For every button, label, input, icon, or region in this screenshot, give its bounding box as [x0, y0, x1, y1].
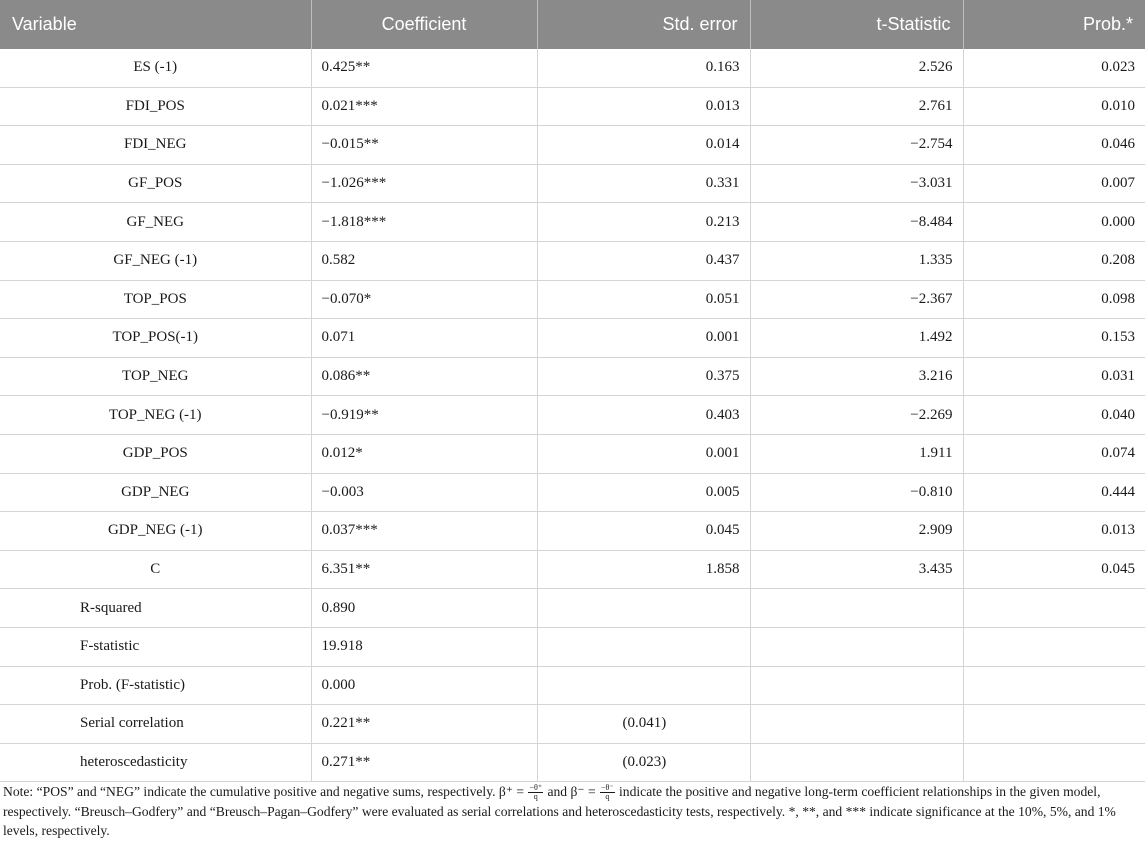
variable-cell: ES (-1): [0, 49, 311, 87]
table-row: [0, 203, 1145, 242]
header-prob: Prob.*: [963, 0, 1145, 49]
note-text-3: indicate the positive and negative long-term coefficient relationships in the given model, respectively. “Breusch–Godfery” and “Breusch–Pagan–Godfery” were evaluated as serial correlations and heteroscedasticity tests, respectively. *, **, and *** indicate significance at the 10%, 5%, and 1% levels, respectively.: [3, 784, 1116, 838]
t-statistic-cell: −2.269: [750, 396, 963, 435]
prob-cell: 0.031: [963, 357, 1145, 396]
empty-cell: [750, 743, 963, 782]
std-error-cell: 0.005: [537, 473, 750, 512]
std-error-cell: 0.163: [537, 49, 750, 87]
std-error-cell: 0.001: [537, 434, 750, 473]
beta-minus-fraction: [600, 784, 615, 801]
prob-cell: 0.013: [963, 512, 1145, 551]
table-row: [0, 280, 1145, 319]
table-row: [0, 512, 1145, 551]
std-error-cell: 0.403: [537, 396, 750, 435]
empty-cell: [750, 627, 963, 666]
coefficient-cell: −0.919**: [311, 396, 537, 435]
coefficient-cell: 0.012*: [311, 434, 537, 473]
std-error-cell: 0.045: [537, 512, 750, 551]
beta-plus-fraction: [528, 784, 543, 801]
coefficient-cell: −0.003: [311, 473, 537, 512]
table-row: [0, 473, 1145, 512]
variable-cell: FDI_NEG: [0, 126, 311, 165]
header-t-statistic: t-Statistic: [750, 0, 963, 49]
stats-row: [0, 705, 1145, 744]
t-statistic-cell: 3.435: [750, 550, 963, 589]
prob-cell: 0.040: [963, 396, 1145, 435]
statistic-value-cell: 0.000: [311, 666, 537, 705]
statistic-pvalue-cell: [537, 627, 750, 666]
table-row: [0, 396, 1145, 435]
coefficient-cell: 0.021***: [311, 87, 537, 126]
fraction-denominator: q: [605, 792, 610, 802]
coefficient-cell: −1.818***: [311, 203, 537, 242]
empty-cell: [750, 705, 963, 744]
std-error-cell: 1.858: [537, 550, 750, 589]
empty-cell: [963, 627, 1145, 666]
variable-cell: GF_NEG (-1): [0, 241, 311, 280]
header-variable: Variable: [0, 0, 311, 49]
statistic-label-cell: Serial correlation: [0, 705, 311, 744]
statistic-value-cell: 0.221**: [311, 705, 537, 744]
coefficient-cell: −0.070*: [311, 280, 537, 319]
prob-cell: 0.045: [963, 550, 1145, 589]
t-statistic-cell: −8.484: [750, 203, 963, 242]
std-error-cell: 0.437: [537, 241, 750, 280]
t-statistic-cell: 2.526: [750, 49, 963, 87]
variable-cell: TOP_NEG: [0, 357, 311, 396]
coefficient-cell: 6.351**: [311, 550, 537, 589]
empty-cell: [963, 589, 1145, 628]
statistic-pvalue-cell: (0.023): [537, 743, 750, 782]
variable-cell: GDP_POS: [0, 434, 311, 473]
empty-cell: [963, 705, 1145, 744]
t-statistic-cell: 3.216: [750, 357, 963, 396]
prob-cell: 0.010: [963, 87, 1145, 126]
fraction-numerator: −θ⁻: [601, 783, 614, 793]
coefficient-cell: 0.086**: [311, 357, 537, 396]
fraction-denominator: q: [533, 792, 538, 802]
prob-cell: 0.046: [963, 126, 1145, 165]
statistic-value-cell: 19.918: [311, 627, 537, 666]
coefficient-cell: 0.071: [311, 319, 537, 358]
prob-cell: 0.074: [963, 434, 1145, 473]
t-statistic-cell: 1.911: [750, 434, 963, 473]
variable-cell: FDI_POS: [0, 87, 311, 126]
stats-row: [0, 666, 1145, 705]
note-text-1: Note: “POS” and “NEG” indicate the cumulative positive and negative sums, respectively. β⁺ =: [3, 784, 525, 799]
table-note: [3, 782, 1138, 841]
variable-cell: GDP_NEG: [0, 473, 311, 512]
table-row: [0, 87, 1145, 126]
prob-cell: 0.153: [963, 319, 1145, 358]
table-row: [0, 164, 1145, 203]
prob-cell: 0.208: [963, 241, 1145, 280]
variable-cell: GDP_NEG (-1): [0, 512, 311, 551]
t-statistic-cell: −2.754: [750, 126, 963, 165]
stats-row: [0, 743, 1145, 782]
coefficient-cell: 0.037***: [311, 512, 537, 551]
statistic-value-cell: 0.890: [311, 589, 537, 628]
stats-row: [0, 589, 1145, 628]
statistic-label-cell: F-statistic: [0, 627, 311, 666]
header-coefficient: Coefficient: [311, 0, 537, 49]
table-row: [0, 434, 1145, 473]
header-std-error: Std. error: [537, 0, 750, 49]
t-statistic-cell: 1.492: [750, 319, 963, 358]
variable-cell: C: [0, 550, 311, 589]
std-error-cell: 0.213: [537, 203, 750, 242]
std-error-cell: 0.051: [537, 280, 750, 319]
prob-cell: 0.000: [963, 203, 1145, 242]
table-header-row: [0, 0, 1145, 49]
statistic-pvalue-cell: [537, 666, 750, 705]
table-row: [0, 357, 1145, 396]
t-statistic-cell: −0.810: [750, 473, 963, 512]
empty-cell: [750, 589, 963, 628]
std-error-cell: 0.331: [537, 164, 750, 203]
statistic-pvalue-cell: [537, 589, 750, 628]
prob-cell: 0.098: [963, 280, 1145, 319]
t-statistic-cell: 1.335: [750, 241, 963, 280]
coefficient-cell: 0.582: [311, 241, 537, 280]
coefficient-cell: −0.015**: [311, 126, 537, 165]
table-row: [0, 241, 1145, 280]
prob-cell: 0.023: [963, 49, 1145, 87]
statistic-label-cell: Prob. (F-statistic): [0, 666, 311, 705]
statistic-value-cell: 0.271**: [311, 743, 537, 782]
variable-cell: GF_POS: [0, 164, 311, 203]
std-error-cell: 0.001: [537, 319, 750, 358]
table-row: [0, 319, 1145, 358]
empty-cell: [750, 666, 963, 705]
variable-cell: GF_NEG: [0, 203, 311, 242]
table-row: [0, 550, 1145, 589]
stats-row: [0, 627, 1145, 666]
statistic-label-cell: heteroscedasticity: [0, 743, 311, 782]
coefficient-cell: −1.026***: [311, 164, 537, 203]
t-statistic-cell: −2.367: [750, 280, 963, 319]
statistic-label-cell: R-squared: [0, 589, 311, 628]
variable-cell: TOP_POS(-1): [0, 319, 311, 358]
table-row: [0, 126, 1145, 165]
std-error-cell: 0.014: [537, 126, 750, 165]
t-statistic-cell: 2.909: [750, 512, 963, 551]
fraction-numerator: −θ⁺: [529, 783, 543, 793]
variable-cell: TOP_NEG (-1): [0, 396, 311, 435]
std-error-cell: 0.013: [537, 87, 750, 126]
std-error-cell: 0.375: [537, 357, 750, 396]
t-statistic-cell: 2.761: [750, 87, 963, 126]
coefficient-cell: 0.425**: [311, 49, 537, 87]
empty-cell: [963, 743, 1145, 782]
empty-cell: [963, 666, 1145, 705]
table-body: [0, 49, 1145, 782]
note-text-2: and β⁻ =: [547, 784, 596, 799]
statistic-pvalue-cell: (0.041): [537, 705, 750, 744]
prob-cell: 0.444: [963, 473, 1145, 512]
prob-cell: 0.007: [963, 164, 1145, 203]
t-statistic-cell: −3.031: [750, 164, 963, 203]
table-row: [0, 49, 1145, 87]
variable-cell: TOP_POS: [0, 280, 311, 319]
